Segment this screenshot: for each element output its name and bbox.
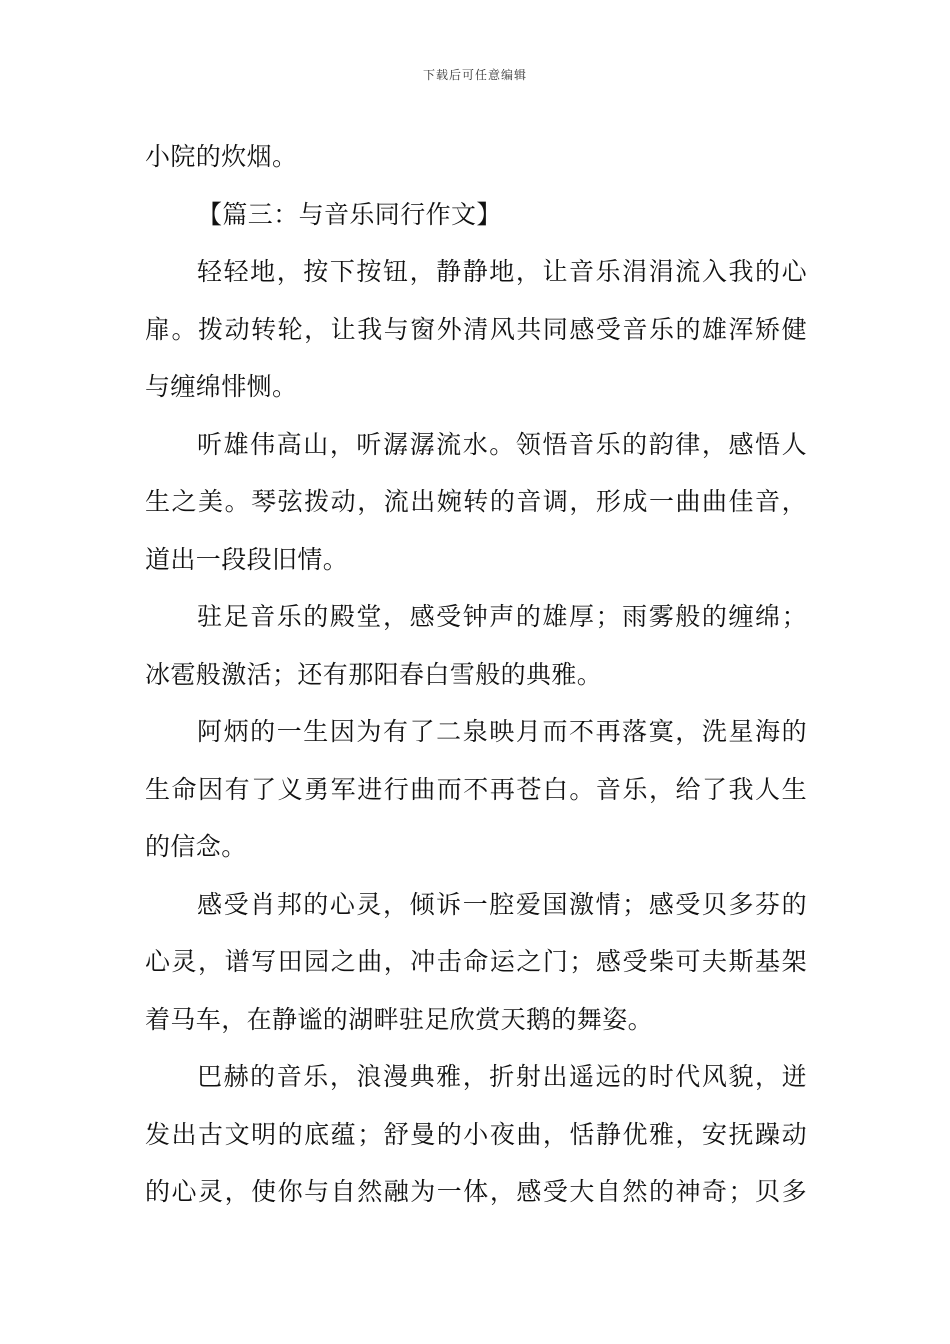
body-line: 冰雹般激活；还有那阳春白雪般的典雅。 — [145, 659, 603, 689]
body-line: 阿炳的一生因为有了二泉映月而不再落寞，洗星海的 — [197, 717, 807, 746]
document-body — [145, 128, 807, 1221]
body-line: 巴赫的音乐，浪漫典雅，折射出遥远的时代风貌，迸 — [197, 1062, 807, 1091]
body-line: 生命因有了义勇军进行曲而不再苍白。音乐，给了我人生 — [145, 774, 807, 804]
body-line: 的信念。 — [145, 832, 247, 861]
body-line: 驻足音乐的殿堂，感受钟声的雄厚；雨雾般的缠绵； — [197, 602, 807, 631]
body-line: 道出一段段旧情。 — [145, 544, 349, 574]
body-line: 与缠绵悱恻。 — [145, 372, 298, 401]
section-title: 【篇三：与音乐同行作文】 — [197, 199, 502, 229]
body-line: 的心灵，使你与自然融为一体，感受大自然的神奇；贝多 — [145, 1177, 807, 1206]
body-line: 生之美。琴弦拨动，流出婉转的音调，形成一曲曲佳音， — [145, 487, 807, 516]
page-header: 下载后可任意编辑 — [422, 68, 527, 82]
body-line: 感受肖邦的心灵，倾诉一腔爱国激情；感受贝多芬的 — [197, 889, 807, 919]
body-line: 听雄伟高山，听潺潺流水。领悟音乐的韵律，感悟人 — [197, 429, 807, 459]
body-line: 小院的炊烟。 — [145, 142, 298, 171]
body-line: 轻轻地，按下按钮，静静地，让音乐涓涓流入我的心 — [197, 257, 807, 286]
body-line: 心灵，谱写田园之曲，冲击命运之门；感受柴可夫斯基架 — [145, 947, 807, 976]
body-line: 扉。拨动转轮，让我与窗外清风共同感受音乐的雄浑矫健 — [145, 314, 807, 344]
body-line: 发出古文明的底蕴；舒曼的小夜曲，恬静优雅，安抚躁动 — [145, 1119, 807, 1149]
body-line: 着马车，在静谧的湖畔驻足欣赏天鹅的舞姿。 — [145, 1004, 654, 1034]
